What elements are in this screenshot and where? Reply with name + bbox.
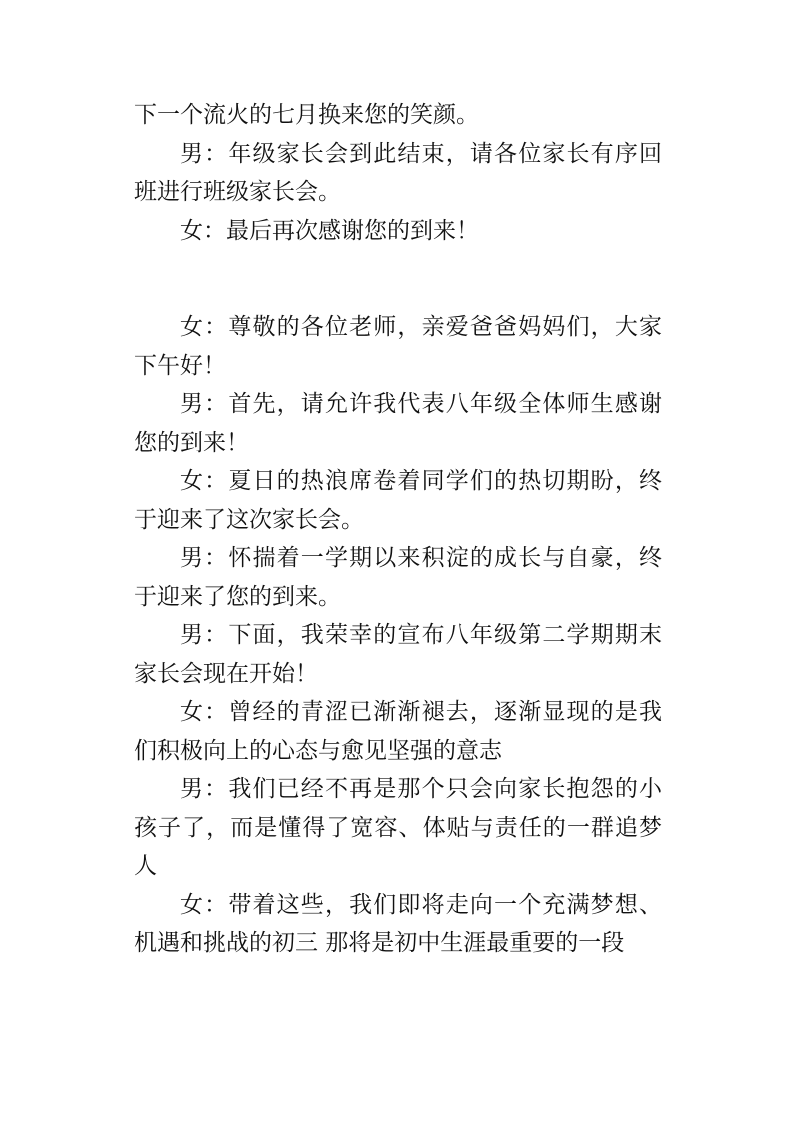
paragraph: 男：我们已经不再是那个只会向家长抱怨的小孩子了，而是懂得了宽容、体贴与责任的一群追梦人 [134,776,662,879]
paragraph: 男：年级家长会到此结束，请各位家长有序回班进行班级家长会。 [134,140,662,205]
paragraph: 男：怀揣着一学期以来积淀的成长与自豪，终于迎来了您的到来。 [134,545,662,610]
paragraph: 女：带着这些，我们即将走向一个充满梦想、机遇和挑战的初三 那将是初中生涯最重要的一段 [134,891,662,956]
paragraph-continued: 下一个流火的七月换来您的笑颜。 [134,102,479,128]
document-body [134,96,662,963]
paragraph: 男：首先，请允许我代表八年级全体师生感谢您的到来！ [134,391,662,456]
paragraph: 女：尊敬的各位老师，亲爱爸爸妈妈们，大家下午好！ [134,314,662,379]
paragraph: 女：夏日的热浪席卷着同学们的热切期盼，终于迎来了这次家长会。 [134,468,662,533]
paragraph: 男：下面，我荣幸的宣布八年级第二学期期末家长会现在开始！ [134,622,662,687]
section-gap [134,250,662,308]
paragraph: 女：曾经的青涩已渐渐褪去，逐渐显现的是我们积极向上的心态与愈见坚强的意志 [134,699,662,764]
paragraph: 女：最后再次感谢您的到来！ [180,217,479,244]
